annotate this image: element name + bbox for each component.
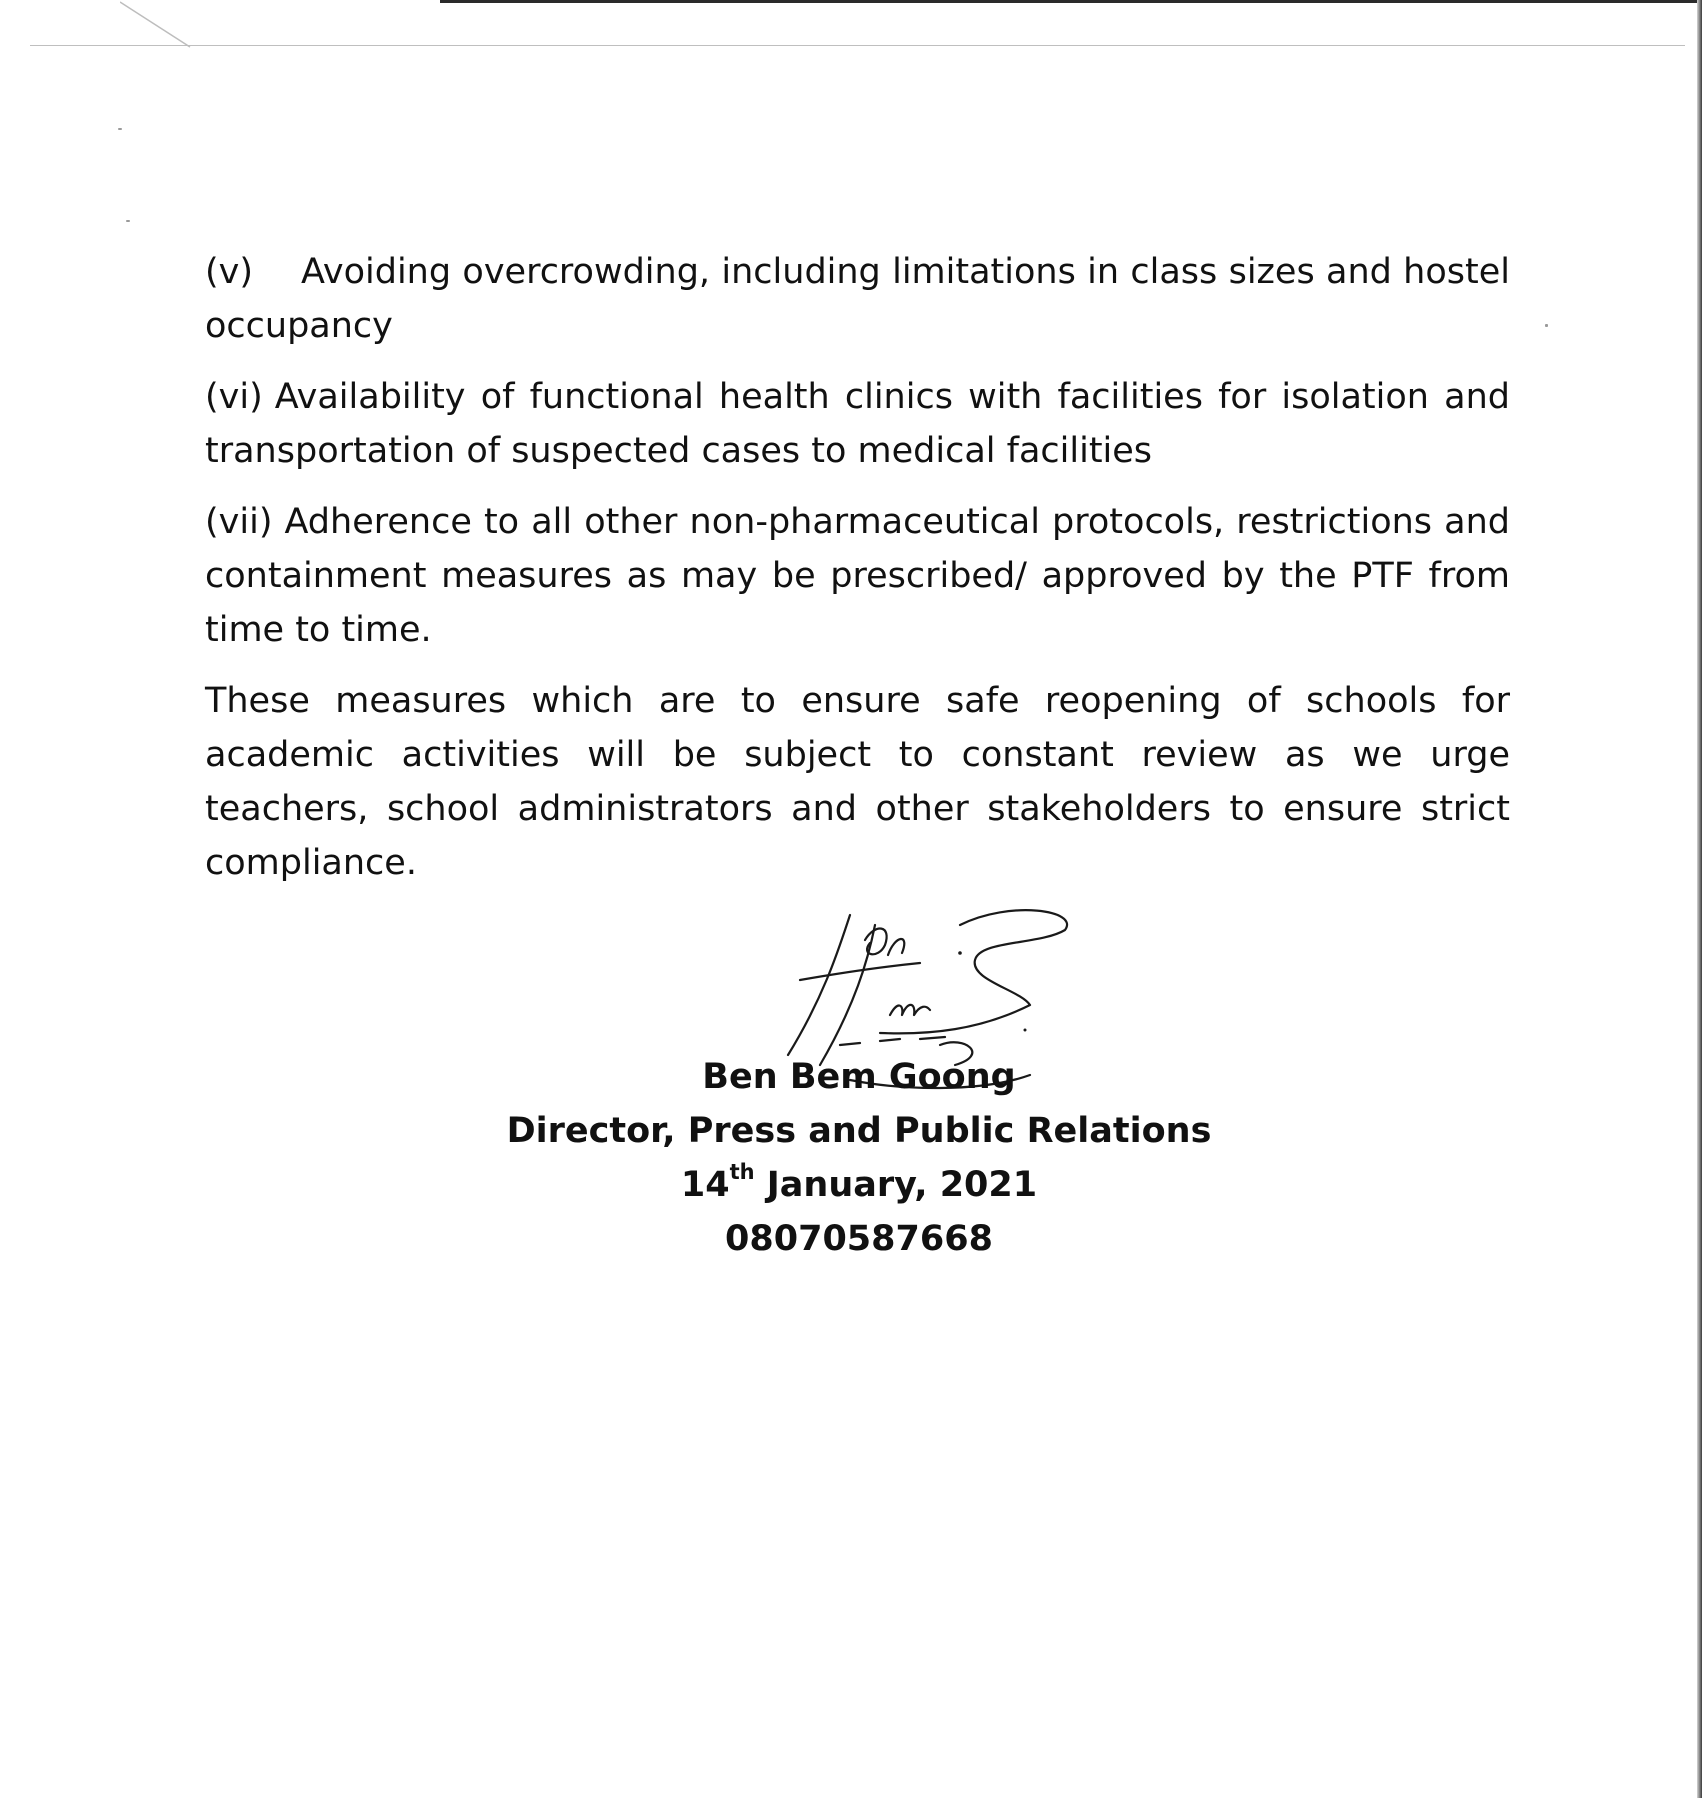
signatory-title: Director, Press and Public Relations — [506, 1111, 1212, 1151]
scan-right-edge — [1697, 0, 1702, 1798]
phone-number: 08070587668 — [725, 1219, 993, 1259]
list-item-text: Avoiding overcrowding, including limitations in class sizes and hostel occupancy — [205, 252, 1510, 346]
list-item-text: Availability of functional health clinics with facilities for isolation and transportation of suspected cases to medical facilities — [205, 377, 1510, 471]
list-item-marker: (v) — [205, 252, 254, 292]
scan-fold-line — [30, 45, 1685, 46]
date-day: 14 — [680, 1165, 730, 1205]
scan-corner-fold — [120, 0, 210, 50]
list-item-marker: (vi) — [205, 377, 263, 417]
signoff-block — [450, 1050, 1268, 1266]
scan-speck — [1545, 324, 1548, 327]
signoff-date — [450, 1158, 1268, 1212]
list-item — [205, 495, 1510, 657]
closing-paragraph: These measures which are to ensure safe reopening of schools for academic activities will be subject to constant review as we urge teachers, school administrators and other stakeholders to ensure strict compliance. — [205, 681, 1510, 883]
scan-speck — [126, 220, 130, 222]
list-item — [205, 245, 1510, 353]
date-rest: January, 2021 — [766, 1165, 1038, 1205]
date-suffix: th — [729, 1160, 755, 1185]
list-item — [205, 370, 1510, 478]
scan-top-edge — [440, 0, 1702, 3]
signatory-name: Ben Bem Goong — [702, 1057, 1016, 1097]
document-body — [205, 245, 1510, 907]
list-item-marker: (vii) — [205, 502, 273, 542]
list-item-text: Adherence to all other non-pharmaceutical protocols, restrictions and containment measures as may be prescribed/ approved by the PTF from time to time. — [205, 502, 1510, 650]
scan-speck — [118, 128, 122, 130]
